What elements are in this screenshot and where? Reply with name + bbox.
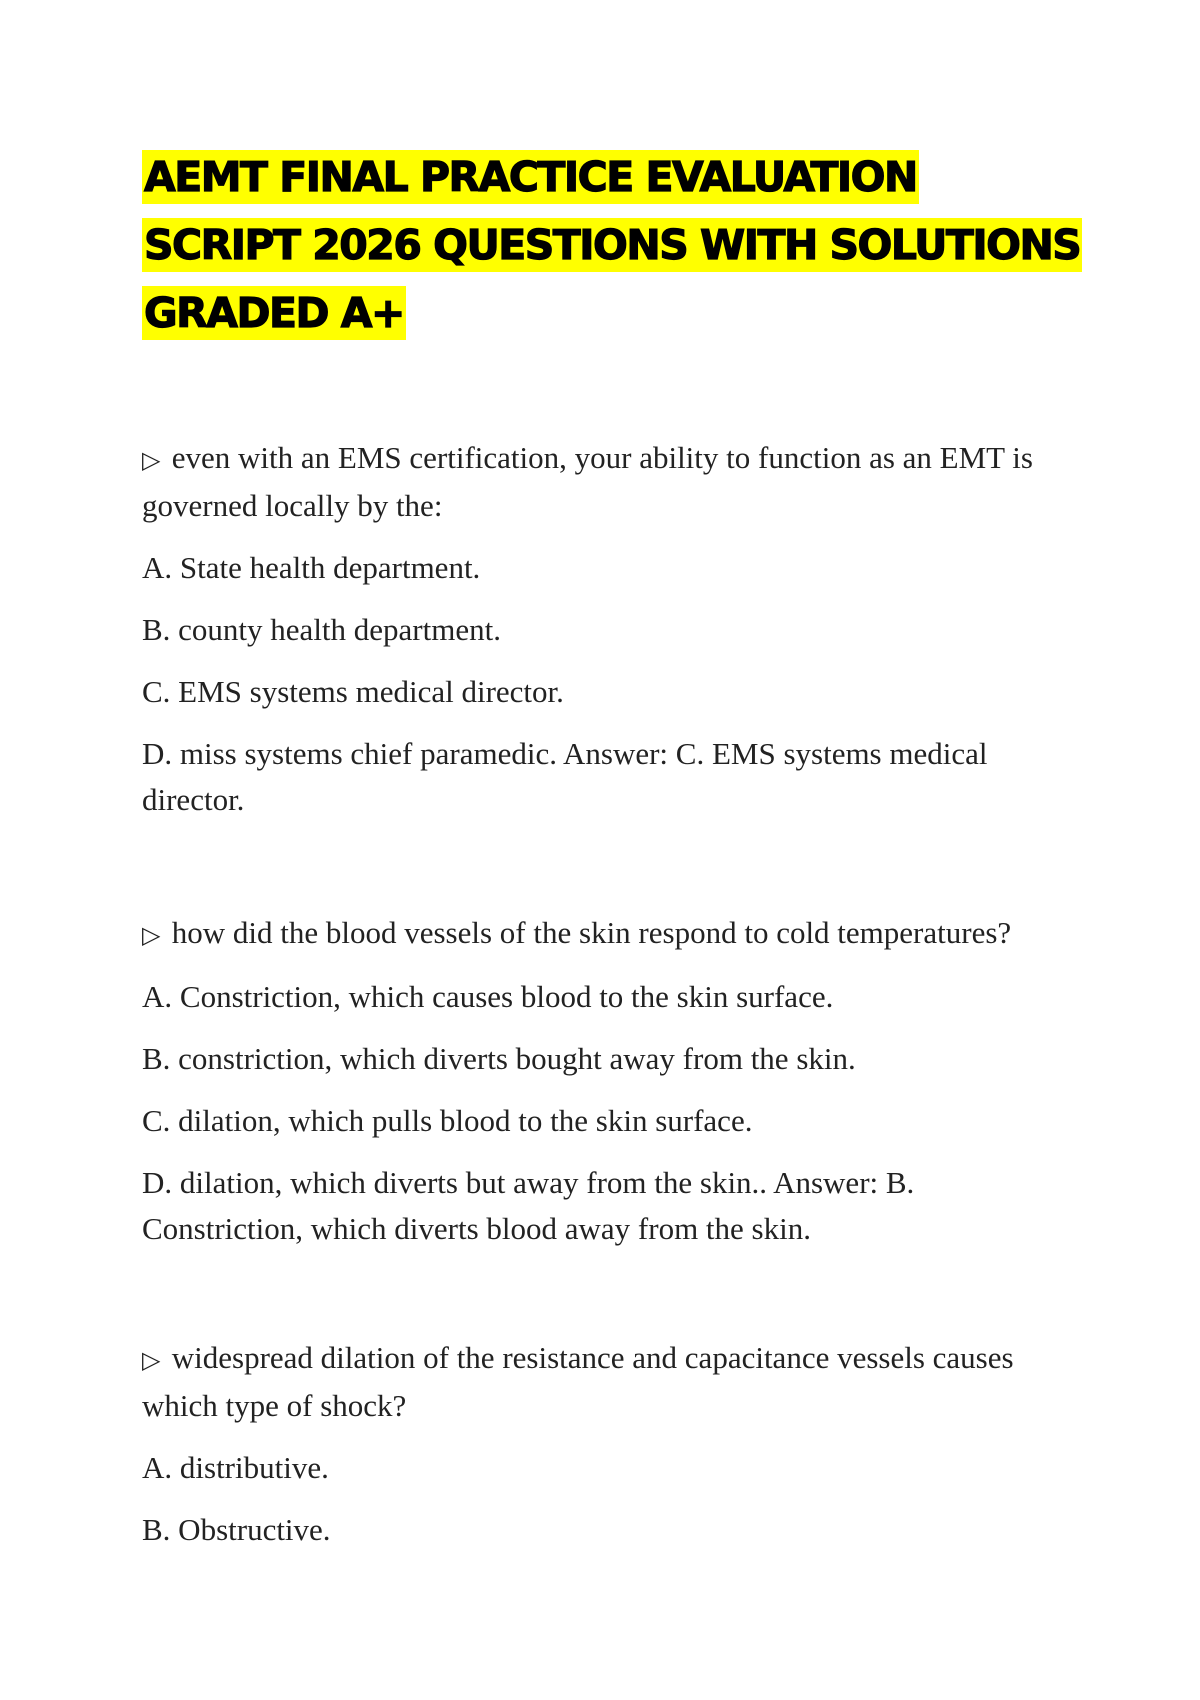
question-stem-text: widespread dilation of the resistance and capacitance vessels causes which type of shock? [142, 1340, 1014, 1423]
title-line-text: SCRIPT 2026 QUESTIONS WITH SOLUTIONS [142, 218, 1082, 272]
question-stem [142, 435, 1062, 529]
document-title [142, 150, 1081, 354]
triangle-bullet-icon: ▷ [142, 446, 161, 474]
triangle-bullet-icon: ▷ [142, 921, 161, 949]
title-line-text: GRADED A+ [142, 286, 406, 340]
answer-option: B. constriction, which diverts bought away from the skin. [142, 1041, 856, 1076]
question-1 [142, 435, 1062, 839]
title-line-text: AEMT FINAL PRACTICE EVALUATION [142, 150, 919, 204]
answer-option: C. EMS systems medical director. [142, 674, 564, 709]
question-2 [142, 910, 1062, 1268]
answer-option: A. State health department. [142, 550, 481, 585]
title-line [142, 150, 1072, 218]
title-line [142, 286, 1072, 354]
question-stem-text: how did the blood vessels of the skin respond to cold temperatures? [171, 915, 1012, 950]
question-stem [142, 910, 1062, 958]
question-stem-text: even with an EMS certification, your ability to function as an EMT is governed locally by the: [142, 440, 1033, 523]
answer-option: B. county health department. [142, 612, 501, 647]
answer-option: B. Obstructive. [142, 1512, 331, 1547]
answer-option: C. dilation, which pulls blood to the skin surface. [142, 1103, 753, 1138]
answer-option: A. distributive. [142, 1450, 329, 1485]
answer-option: D. miss systems chief paramedic. Answer: C. EMS systems medical director. [142, 736, 988, 817]
answer-option: A. Constriction, which causes blood to the skin surface. [142, 979, 834, 1014]
title-line [142, 218, 1081, 286]
question-stem [142, 1335, 1062, 1429]
question-3 [142, 1335, 1062, 1569]
answer-option: D. dilation, which diverts but away from the skin.. Answer: B. Constriction, which diverts blood away from the skin. [142, 1165, 915, 1246]
triangle-bullet-icon: ▷ [142, 1346, 161, 1374]
